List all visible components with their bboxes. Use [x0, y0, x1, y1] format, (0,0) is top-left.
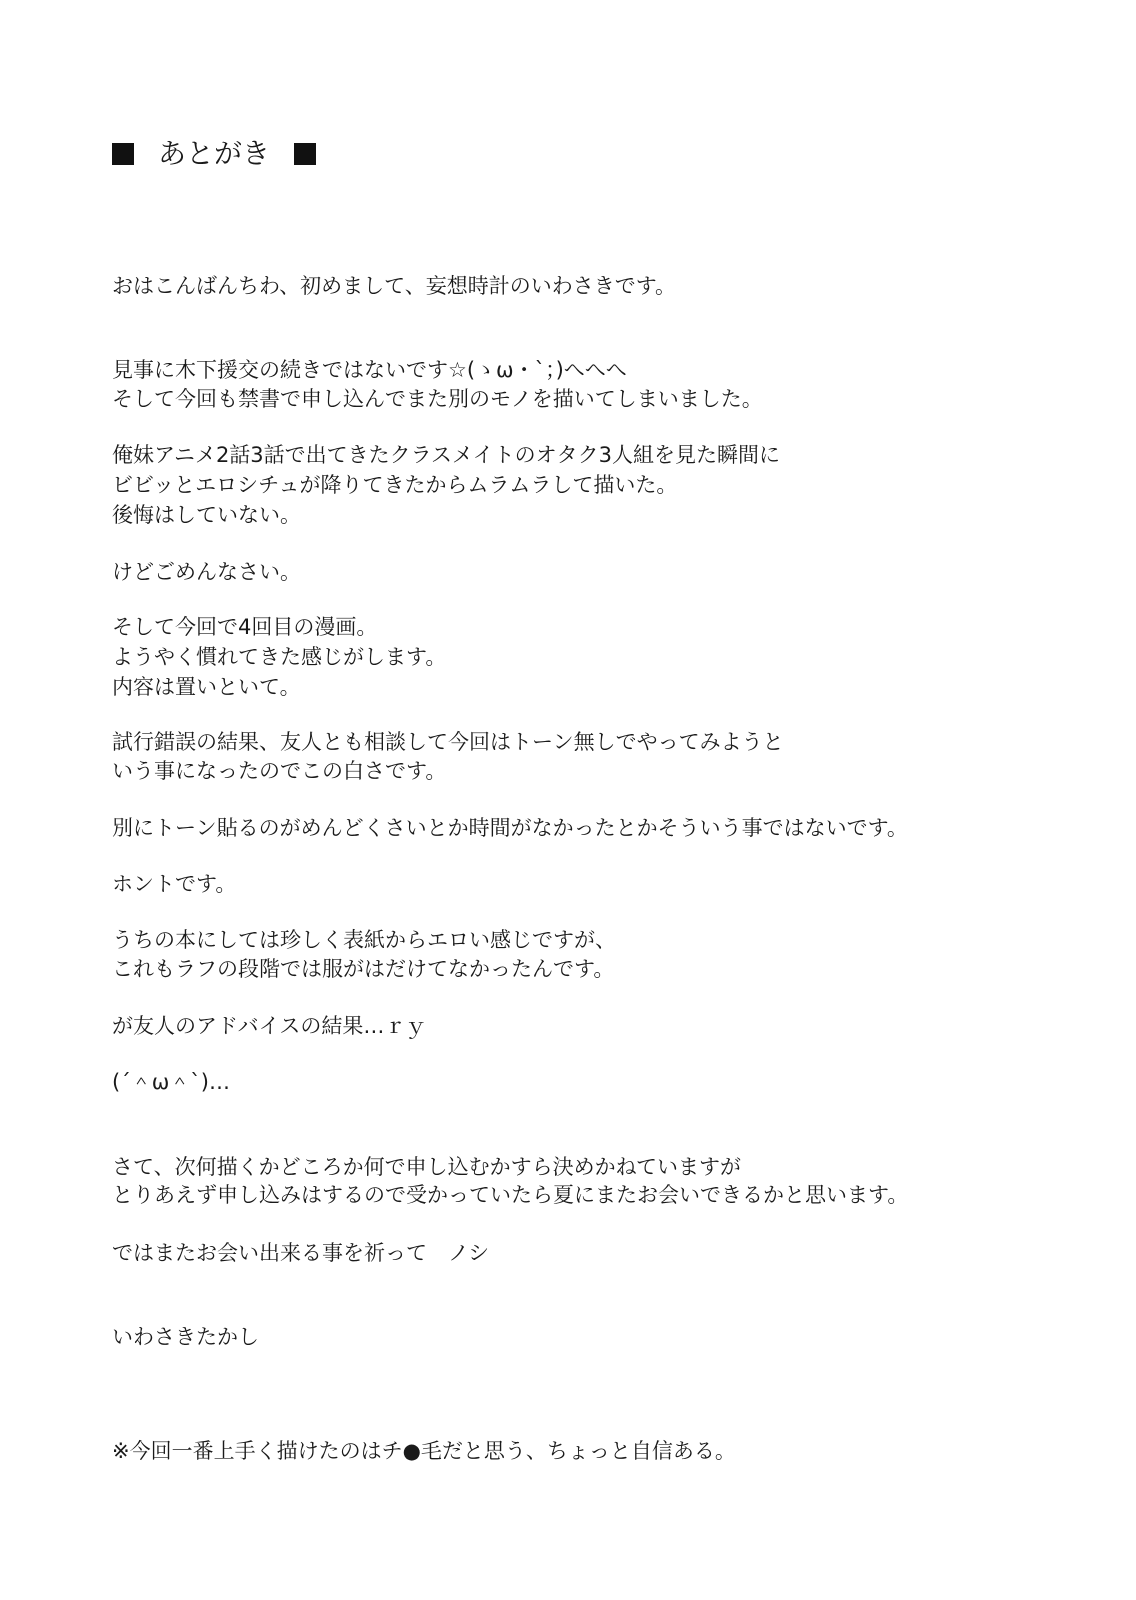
black-square-icon [112, 143, 134, 165]
text-line: ようやく慣れてきた感じがします。 [112, 645, 447, 669]
text-line-farewell: ではまたお会い出来る事を祈って ノシ [112, 1241, 490, 1265]
text-line: ホントです。 [112, 872, 237, 896]
text-line-emoticon: (´＾ω＾`)… [112, 1070, 230, 1094]
text-line: 内容は置いといて。 [112, 675, 301, 699]
text-line: そして今回も禁書で申し込んでまた別のモノを描いてしまいました。 [112, 387, 763, 411]
text-line: うちの本にしては珍しく表紙からエロい感じですが、 [112, 928, 616, 952]
footnote: ※今回一番上手く描けたのはチ●毛だと思う、ちょっと自信ある。 [112, 1439, 736, 1463]
text-line: これもラフの段階では服がはだけてなかったんです。 [112, 957, 615, 981]
text-line: ビビッとエロシチュが降りてきたからムラムラして描いた。 [112, 473, 678, 497]
text-line-greeting: おはこんばんちわ、初めまして、妄想時計のいわさきです。 [112, 274, 677, 298]
afterword-heading [112, 134, 316, 174]
text-line: 見事に木下援交の続きではないです☆(ゝω・`；)へへへ [112, 358, 627, 382]
black-square-icon [294, 143, 316, 165]
text-line: 後悔はしていない。 [112, 503, 301, 527]
author-signature: いわさきたかし [112, 1325, 259, 1349]
text-line: 別にトーン貼るのがめんどくさいとか時間がなかったとかそういう事ではないです。 [112, 816, 908, 840]
text-line: さて、次何描くかどころか何で申し込むかすら決めかねていますが [112, 1155, 742, 1179]
text-line: が友人のアドバイスの結果…ｒｙ [112, 1014, 427, 1038]
text-line: そして今回で4回目の漫画。 [112, 615, 378, 639]
text-line: いう事になったのでこの白さです。 [112, 759, 447, 783]
text-line: けどごめんなさい。 [112, 560, 301, 584]
text-line: 試行錯誤の結果、友人とも相談して今回はトーン無しでやってみようと [112, 730, 784, 754]
text-line: とりあえず申し込みはするので受かっていたら夏にまたお会いできるかと思います。 [112, 1183, 909, 1207]
text-line: 俺妹アニメ2話3話で出てきたクラスメイトのオタク3人組を見た瞬間に [112, 443, 780, 467]
heading-title: あとがき [158, 137, 271, 170]
